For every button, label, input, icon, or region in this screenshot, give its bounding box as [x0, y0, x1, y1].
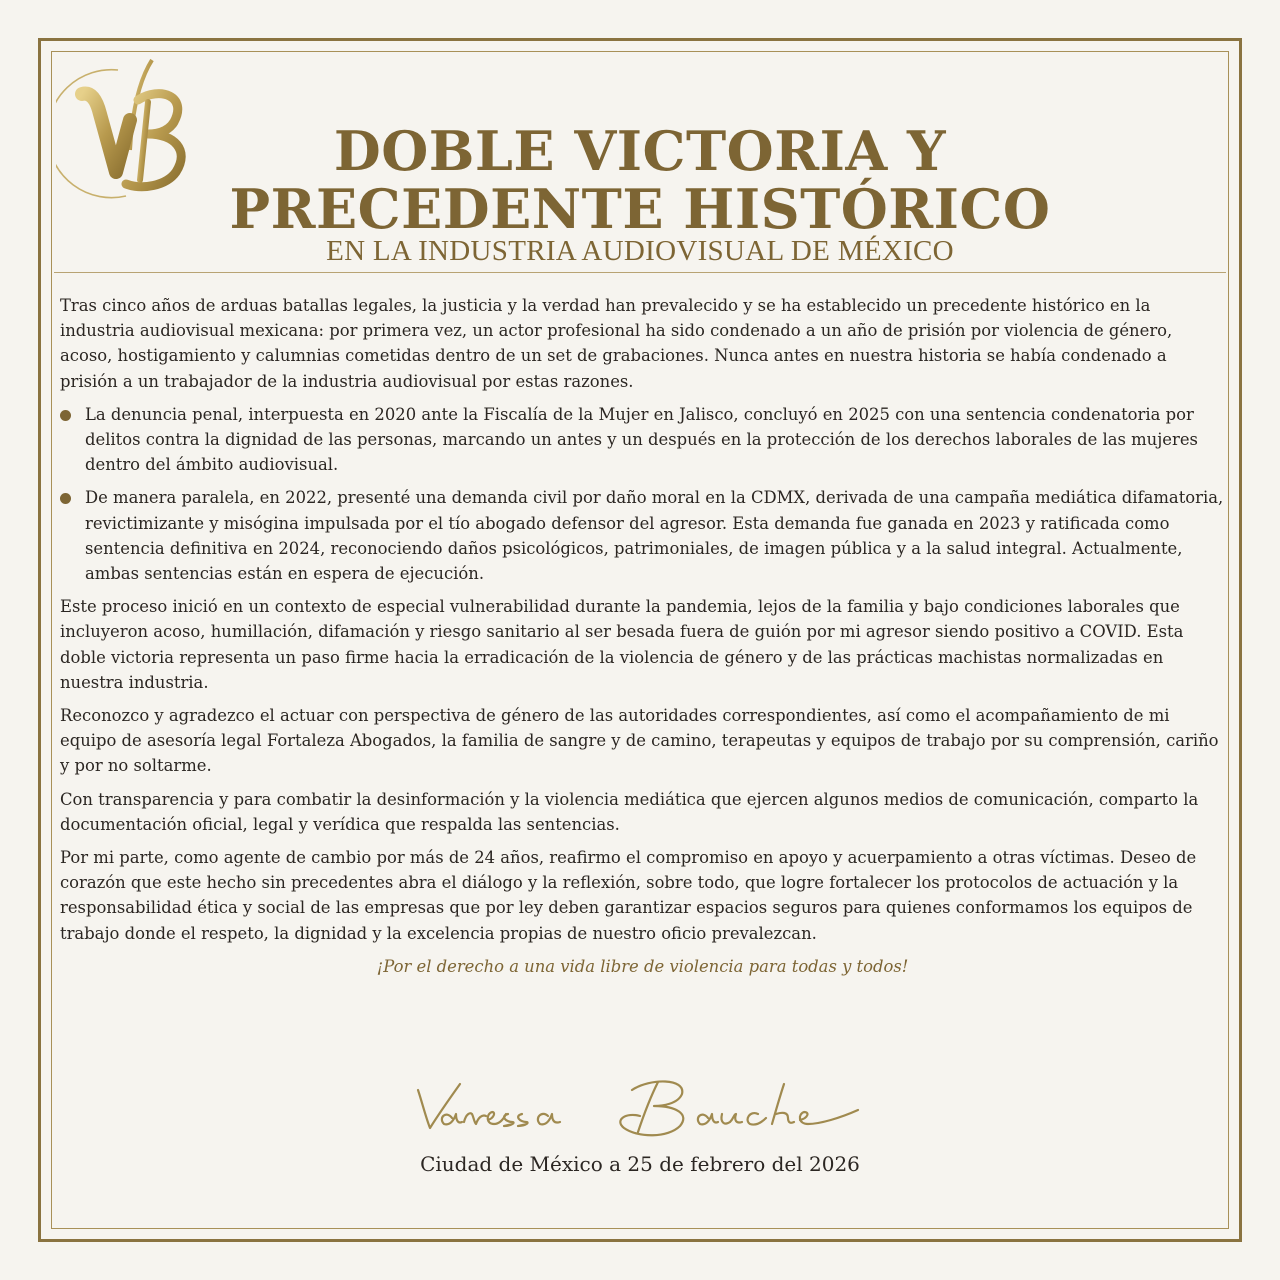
page-subtitle: EN LA INDUSTRIA AUDIOVISUAL DE MÉXICO — [326, 235, 954, 267]
bullet-text: De manera paralela, en 2022, presenté una demanda civil por daño moral en la CDMX, derivada de una campaña mediática difamatoria, revictimizante y misógina impulsada por el tío abogado defensor del agresor. Esta demanda fue ganada en 2023 y ratificada como sentencia definitiva en 2024, reconociendo daños psicológicos, patrimoniales, de imagen pública y a la salud integral. Actualmente, ambas sentencias están en espera de ejecución. — [85, 488, 1224, 584]
transparency-paragraph: Con transparencia y para combatir la desinformación y la violencia mediática que ejercen algunos medios de comunicación, comparto la documentación oficial, legal y verídica que respalda las sentencias. — [60, 789, 1199, 834]
bullet-list — [60, 402, 1225, 586]
bullet-dot-icon — [60, 493, 71, 504]
motto: ¡Por el derecho a una vida libre de violencia para todas y todos! — [376, 956, 909, 976]
bullet-text: La denuncia penal, interpuesta en 2020 ante la Fiscalía de la Mujer en Jalisco, concluyó en 2025 con una sentencia condenatoria por delitos contra la dignidad de las personas, marcando un antes y un después en la protección de los derechos laborales de las mujeres dentro del ámbito audiovisual. — [85, 404, 1198, 475]
bullet-item — [60, 485, 1225, 586]
context-paragraph: Este proceso inició en un contexto de especial vulnerabilidad durante la pandemia, lejos de la familia y bajo condiciones laborales que incluyeron acoso, humillación, difamación y riesgo sanitario al ser besada fuera de guión por mi agresor siendo positivo a COVID. Esta doble victoria representa un paso firme hacia la erradicación de la violencia de género y de las prácticas machistas normalizadas en nuestra industria. — [60, 597, 1184, 692]
bullet-dot-icon — [60, 410, 71, 421]
place-and-date: Ciudad de México a 25 de febrero del 2026 — [420, 1152, 860, 1176]
signature-image — [400, 1068, 880, 1148]
bullet-item — [60, 402, 1225, 478]
acknowledgement-paragraph: Reconozco y agradezco el actuar con perspectiva de género de las autoridades correspondientes, así como el acompañamiento de mi equipo de asesoría legal Fortaleza Abogados, la familia de sangre y de camino, terapeutas y equipos de trabajo por su comprensión, cariño y por no soltarme. — [60, 706, 1219, 776]
title-line-1: DOBLE VICTORIA Y — [333, 119, 947, 183]
page-title — [100, 119, 1180, 241]
title-divider — [54, 272, 1226, 273]
statement-body — [60, 293, 1225, 987]
commitment-paragraph: Por mi parte, como agente de cambio por más de 24 años, reafirmo el compromiso en apoyo y acuerpamiento a otras víctimas. Deseo de corazón que este hecho sin precedentes abra el diálogo y la reflexión, sobre todo, que logre fortalecer los protocolos de actuación y la responsabilidad ética y social de las empresas que por ley deben garantizar espacios seguros para quienes conformamos los equipos de trabajo donde el respeto, la dignidad y la excelencia propias de nuestro oficio prevalezcan. — [60, 848, 1197, 943]
intro-paragraph: Tras cinco años de arduas batallas legales, la justicia y la verdad han prevalecido y se ha establecido un precedente histórico en la industria audiovisual mexicana: por primera vez, un actor profesional ha sido condenado a un año de prisión por violencia de género, acoso, hostigamiento y calumnias cometidas dentro de un set de grabaciones. Nunca antes en nuestra historia se había condenado a prisión a un trabajador de la industria audiovisual por estas razones. — [60, 296, 1173, 391]
title-line-2: PRECEDENTE HISTÓRICO — [229, 177, 1051, 241]
